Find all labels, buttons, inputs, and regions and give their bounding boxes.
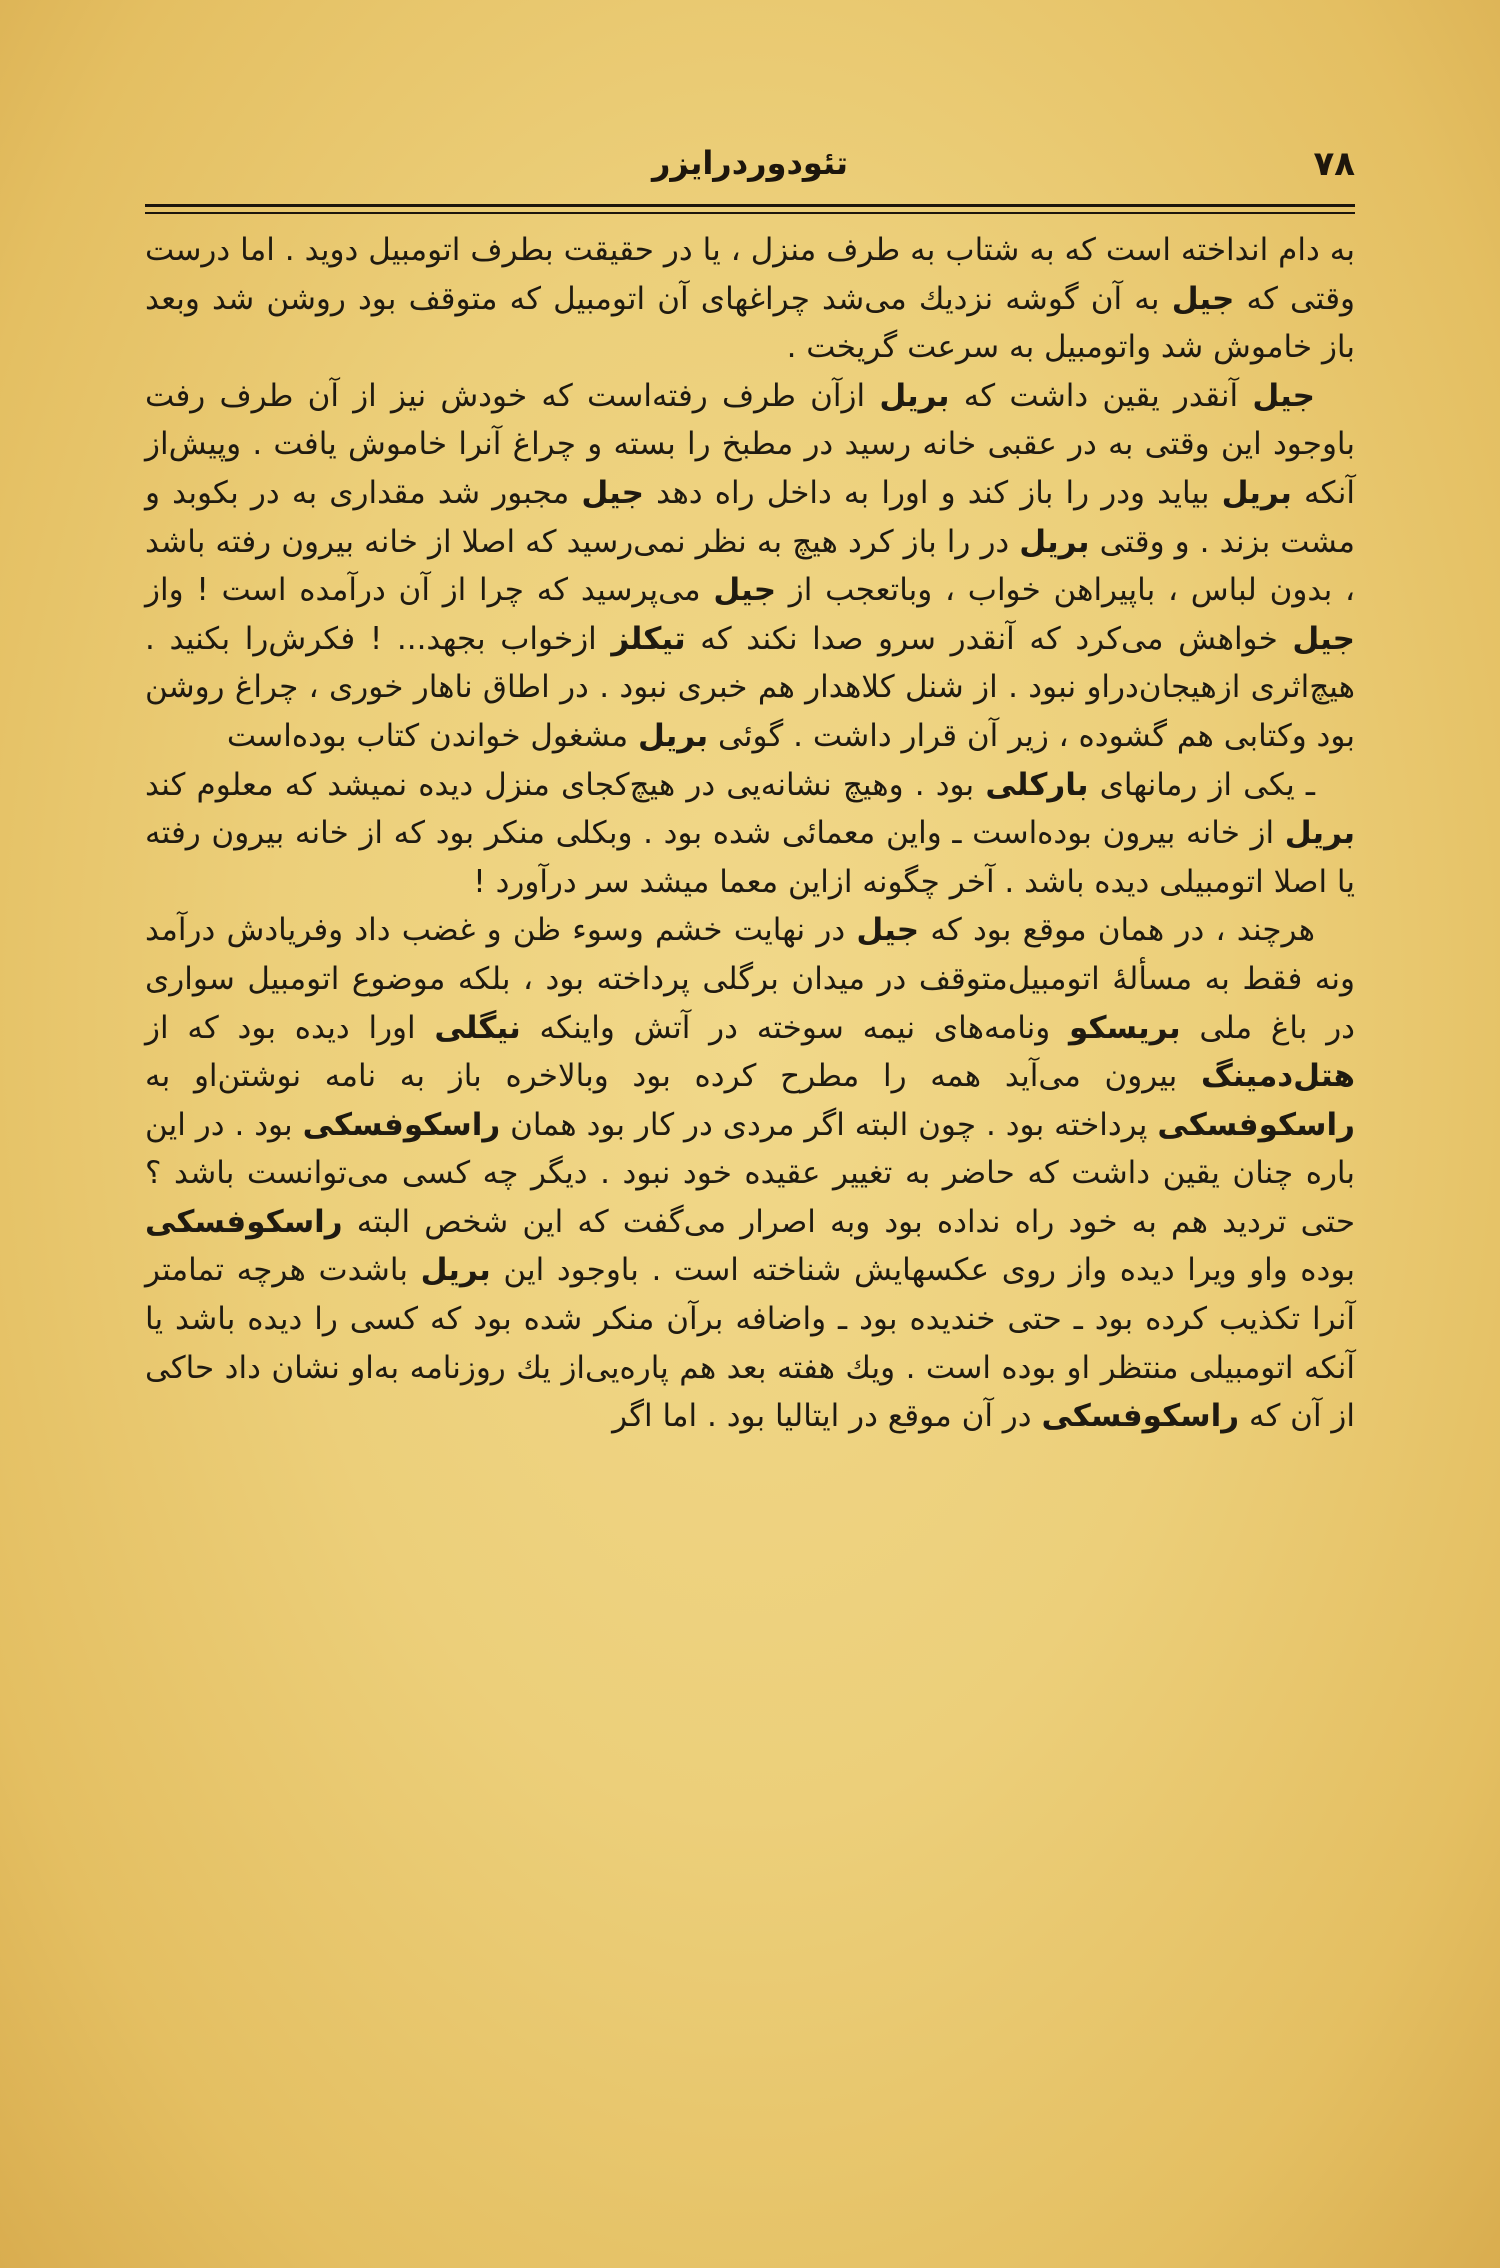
text-run: اورا دیده بود که از xyxy=(145,1009,435,1046)
name-bold: راسکوفسکی xyxy=(145,1203,343,1240)
name-bold: بریل xyxy=(420,1252,491,1289)
text-run: از خانه بیرون بوده‌است ـ واین معمائی شده بود . وبکلی منکر بود که از خانه بیرون رفته یا اصلا اتومبیلی دیده باشد . آخر چگونه ازاین معما میشد سر درآورد ! xyxy=(145,815,1355,900)
text-run: به آن گوشه نزدیك می‌شد چراغهای آن اتومبیل که متوقف بود روشن شد وبعد باز خاموش شد واتومبیل به سرعت گریخت . xyxy=(145,280,1355,366)
name-bold: راسکوفسکی xyxy=(1041,1398,1240,1435)
text-run: پرداخته بود . چون البته اگر مردی در کار بود همان xyxy=(500,1106,1158,1143)
name-bold: نیگلی xyxy=(434,1009,521,1046)
name-bold: جیل xyxy=(581,474,645,511)
name-bold: بریل xyxy=(879,377,950,414)
header-rule-thick xyxy=(145,204,1355,207)
text-run: مجبور شد مقداری به در بکوبد و مشت بزند . و وقتی xyxy=(145,474,1355,560)
text-run: خواهش می‌کرد که آنقدر سرو صدا نکند که xyxy=(685,620,1293,657)
running-title: تئودوردرایزر xyxy=(651,144,849,182)
paragraph xyxy=(145,372,1355,761)
name-bold: بریل xyxy=(1221,474,1292,511)
text-run: ـ یکی از رمانهای xyxy=(1088,766,1315,803)
text-run: بیاید ودر را باز کند و اورا به داخل راه دهد xyxy=(644,474,1222,511)
name-bold: جیل xyxy=(856,912,920,949)
name-bold: جیل xyxy=(1292,620,1355,657)
text-run: هرچند ، در همان موقع بود که xyxy=(919,912,1316,949)
text-run: ازخواب بجهد... ! فکرش‌را بکنید . هیچ‌اثری ازهیجان‌دراو نبود . از شنل کلاهدار هم خبری نبود . در اطاق ناهار خوری ، چراغ روشن بود وکتابی هم گشوده ، زیر آن قرار داشت . گوئی xyxy=(145,620,1355,754)
text-run: در آن موقع در ایتالیا بود . اما اگر xyxy=(612,1398,1042,1435)
text-run: بیرون می‌آید همه را مطرح کرده بود وبالاخره باز به نامه نوشتن‌او به xyxy=(145,1058,1202,1095)
page-header xyxy=(145,138,1355,198)
name-bold: جیل xyxy=(713,572,777,609)
text-run: بود . وهیچ نشانه‌یی در هیچ‌کجای منزل دیده نمیشد که معلوم کند xyxy=(145,766,986,803)
name-bold: بریل xyxy=(637,717,709,754)
name-bold: جیل xyxy=(1171,280,1235,317)
text-run: به دام انداخته است که به شتاب به طرف منزل ، یا در حقیقت بطرف اتومبیل دوید . اما درست وقتی که xyxy=(145,232,1355,317)
body-text xyxy=(145,226,1355,1441)
name-bold: تیکلز xyxy=(611,620,686,657)
name-bold: بریل xyxy=(1284,815,1355,852)
text-run: ازآن طرف رفته‌است که خودش نیز از آن طرف رفت باوجود این وقتی به در عقبی خانه رسید در مطبخ را بسته و چراغ آنرا خاموش یافت . وپیش‌از آنکه xyxy=(145,377,1355,511)
name-bold: راسکوفسکی xyxy=(302,1106,501,1143)
text-run: ونامه‌های نیمه سوخته در آتش واینکه xyxy=(520,1009,1070,1046)
name-bold: راسکوفسکی xyxy=(1157,1106,1355,1143)
name-bold: بارکلی xyxy=(985,766,1089,803)
text-run: باشدت هرچه تمامتر آنرا تکذیب کرده بود ـ حتی خندیده بود ـ واضافه برآن منکر شده بود که کسی را دیده باشد یا آنکه اتومبیلی منتظر او بوده است . ویك هفته بعد هم پاره‌یی‌از یك روزنامه به‌او نشان داد حاکی از آن که xyxy=(145,1252,1355,1435)
name-bold: جیل xyxy=(1252,377,1315,414)
paragraph xyxy=(145,761,1355,907)
name-bold: بریل xyxy=(1019,523,1090,560)
text-run: می‌پرسید که چرا از آن درآمده است ! واز xyxy=(145,572,714,609)
name-bold: بریسکو xyxy=(1069,1009,1181,1046)
text-run: آنقدر یقین داشت که xyxy=(949,377,1253,414)
paragraph xyxy=(145,226,1355,372)
text-run: بود . در این باره چنان یقین داشت که حاضر به تغییر عقیده خود نبود . دیگر چه کسی می‌توانست باشد ؟ حتی تردید هم به خود راه نداده بود وبه اصرار می‌گفت که این شخص البته xyxy=(145,1106,1355,1240)
text-run: بوده واو ویرا دیده واز روی عکسهایش شناخته است . باوجود این xyxy=(490,1252,1355,1289)
text-run: در نهایت خشم وسوء ظن و غضب داد وفریادش درآمد ونه فقط به مسألهٔ اتومبیل‌متوقف در میدان برگلی پرداخته بود ، بلکه موضوع اتومبیل سواری در باغ ملی xyxy=(145,912,1355,1046)
paragraph xyxy=(145,906,1355,1441)
name-bold: هتل‌دمینگ xyxy=(1201,1058,1355,1095)
header-rule-thin xyxy=(145,212,1355,214)
page-number: ۷۸ xyxy=(1313,144,1355,184)
text-run: در را باز کرد هیچ به نظر نمی‌رسید که اصلا از خانه بیرون رفته باشد ، بدون لباس ، باپیراهن خواب ، وباتعجب از xyxy=(145,523,1355,609)
text-run: مشغول خواندن کتاب بوده‌است xyxy=(226,717,638,754)
